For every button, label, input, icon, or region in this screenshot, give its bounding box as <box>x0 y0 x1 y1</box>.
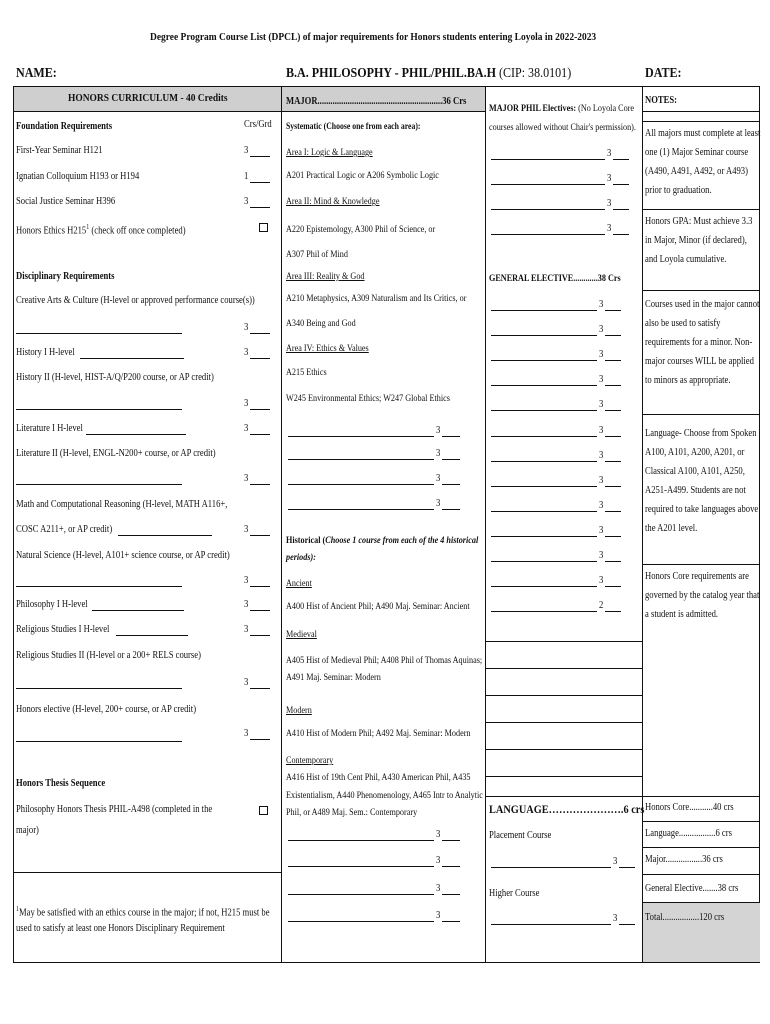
grade-blank[interactable] <box>442 894 460 895</box>
elective-blank[interactable] <box>491 310 597 311</box>
grade-blank[interactable] <box>605 335 621 336</box>
grade-blank[interactable] <box>442 840 460 841</box>
divider <box>281 86 282 963</box>
placement-course: Placement Course <box>489 830 552 841</box>
contemporary-courses-2: Existentialism, A440 Phenomenology, A465 Intr to Analytic <box>286 791 483 801</box>
elective-blank[interactable] <box>491 486 597 487</box>
date-label: DATE: <box>645 66 682 81</box>
grade-blank[interactable] <box>250 484 270 485</box>
credits: 3 <box>599 500 604 511</box>
grade-blank[interactable] <box>250 535 270 536</box>
credits: 3 <box>244 524 249 535</box>
major-course-blank[interactable] <box>288 509 434 510</box>
note-minors: Courses used in the major cannot also be used to satisfy requirements for a minor. Non-major courses WILL be applied to minors as appropriate. <box>645 299 760 386</box>
grade-blank[interactable] <box>442 509 460 510</box>
ignatian-colloquium: Ignatian Colloquium H193 or H194 <box>16 171 140 182</box>
course-blank[interactable] <box>16 586 182 587</box>
contemporary-courses-3: Phil, or A489 Maj. Sem.: Contemporary <box>286 808 418 818</box>
honors-title: HONORS CURRICULUM - 40 Credits <box>68 92 228 104</box>
grade-blank[interactable] <box>613 159 629 160</box>
history-1: History I H-level <box>16 347 75 358</box>
major-course-blank[interactable] <box>288 459 434 460</box>
major-course-blank[interactable] <box>288 866 434 867</box>
grade-blank[interactable] <box>619 867 635 868</box>
credits: 3 <box>244 423 249 434</box>
period-contemporary: Contemporary <box>286 756 334 766</box>
notes-divider <box>643 121 760 122</box>
totals-divider <box>643 796 760 797</box>
grade-blank[interactable] <box>250 409 270 410</box>
religious-studies-1: Religious Studies I H-level <box>16 624 110 635</box>
elective-blank[interactable] <box>491 184 605 185</box>
first-year-seminar: First-Year Seminar H121 <box>16 145 103 156</box>
totals-divider <box>643 847 760 848</box>
higher-course: Higher Course <box>489 888 540 899</box>
grade-blank[interactable] <box>442 436 460 437</box>
credits: 3 <box>244 575 249 586</box>
credits: 3 <box>599 475 604 486</box>
religious-studies-2: Religious Studies II (H-level or a 200+ RELS course) <box>16 650 201 661</box>
elective-blank[interactable] <box>491 586 597 587</box>
elective-blank[interactable] <box>491 209 605 210</box>
major-course-blank[interactable] <box>288 921 434 922</box>
credits: 3 <box>436 910 441 921</box>
credits: 3 <box>244 347 249 358</box>
credits: 3 <box>244 677 249 688</box>
footnote-2: used to satisfy at least one Honors Disciplinary Requirement <box>16 923 225 934</box>
grade-blank[interactable] <box>619 924 635 925</box>
notes-heading: NOTES: <box>645 95 678 106</box>
grade-blank[interactable] <box>442 921 460 922</box>
credits: 3 <box>244 145 249 156</box>
page-title: Degree Program Course List (DPCL) of major requirements for Honors students entering Loyola in 2022-2023 <box>150 31 597 43</box>
course-blank[interactable] <box>86 434 186 435</box>
thesis-course: Philosophy Honors Thesis PHIL-A498 (completed in the <box>16 804 213 815</box>
grade-blank[interactable] <box>250 182 270 183</box>
period-medieval: Medieval <box>286 630 317 640</box>
total-honors-core: Honors Core...........40 crs <box>645 802 734 813</box>
creative-arts: Creative Arts & Culture (H-level or approved performance course(s)) <box>16 295 255 306</box>
systematic-heading: Systematic (Choose one from each area): <box>286 121 421 131</box>
historical-heading: Historical (Choose 1 course from each of the 4 historical <box>286 536 479 546</box>
historical-heading-2: periods): <box>286 553 316 563</box>
divider <box>485 86 486 963</box>
area-2-courses: A220 Epistemology, A300 Phil of Science, or <box>286 225 436 235</box>
credits: 3 <box>599 425 604 436</box>
literature-1: Literature I H-level <box>16 423 83 434</box>
grade-blank[interactable] <box>605 410 621 411</box>
philosophy-1: Philosophy I H-level <box>16 599 88 610</box>
area-3: Area III: Reality & God <box>286 272 365 282</box>
elective-blank[interactable] <box>491 511 597 512</box>
language-blank[interactable] <box>491 924 611 925</box>
credits: 3 <box>607 173 612 184</box>
notes-divider <box>643 209 760 210</box>
elective-blank[interactable] <box>491 335 597 336</box>
footnote: $^1$May be satisfied with an ethics course in the major; if not, H215 must be <box>16 905 270 919</box>
course-blank[interactable] <box>92 610 184 611</box>
period-modern: Modern <box>286 706 312 716</box>
credits: 3 <box>244 322 249 333</box>
credits: 3 <box>599 450 604 461</box>
note-honors-gpa: Honors GPA: Must achieve 3.3 in Major, Minor (if declared), and Loyola cumulative. <box>645 216 753 265</box>
course-blank[interactable] <box>16 688 182 689</box>
major-phil-electives-note: courses allowed without Chair's permission). <box>489 123 636 133</box>
contemporary-courses: A416 Hist of 19th Cent Phil, A430 American Phil, A435 <box>286 773 471 783</box>
divider <box>642 86 643 963</box>
math-reasoning-2: COSC A211+, or AP credit) <box>16 524 113 535</box>
credits: 3 <box>599 349 604 360</box>
credits: 3 <box>607 148 612 159</box>
thesis-heading: Honors Thesis Sequence <box>16 778 106 789</box>
credits: 3 <box>436 883 441 894</box>
credits: 3 <box>436 498 441 509</box>
course-blank[interactable] <box>16 741 182 742</box>
grade-blank[interactable] <box>250 739 270 740</box>
notes-divider <box>643 414 760 415</box>
total-credits: Total.................120 crs <box>645 912 725 923</box>
grade-blank[interactable] <box>250 434 270 435</box>
notes-divider <box>643 564 760 565</box>
grade-blank[interactable] <box>605 310 621 311</box>
medieval-courses: A405 Hist of Medieval Phil; A408 Phil of Thomas Aquinas; <box>286 656 483 666</box>
grade-blank[interactable] <box>605 385 621 386</box>
program-code: B.A. PHILOSOPHY - PHIL/PHIL.BA.H <box>286 66 496 81</box>
grade-blank[interactable] <box>605 511 621 512</box>
grade-blank[interactable] <box>605 611 621 612</box>
note-major-seminar: All majors must complete at least one (1) Major Seminar course (A490, A491, A492, or A493) prior to graduation. <box>645 128 761 196</box>
program-cip: (CIP: 38.0101) <box>495 66 572 81</box>
thesis-checkbox[interactable] <box>259 806 268 815</box>
ruled-line <box>486 796 642 797</box>
elective-blank[interactable] <box>491 536 597 537</box>
math-reasoning: Math and Computational Reasoning (H-level, MATH A116+, <box>16 499 228 510</box>
grade-blank[interactable] <box>442 459 460 460</box>
area-2: Area II: Mind & Knowledge <box>286 197 380 207</box>
total-general-elective: General Elective.......38 crs <box>645 883 739 894</box>
grade-blank[interactable] <box>613 234 629 235</box>
grade-blank[interactable] <box>250 610 270 611</box>
course-blank[interactable] <box>16 333 182 334</box>
crs-grd-header: Crs/Grd <box>244 119 272 130</box>
area-3-courses: A210 Metaphysics, A309 Naturalism and Its Critics, or <box>286 294 467 304</box>
elective-blank[interactable] <box>491 234 605 235</box>
elective-blank[interactable] <box>491 561 597 562</box>
area-3-courses-2: A340 Being and God <box>286 319 356 329</box>
major-phil-electives: MAJOR PHIL Electives: (No Loyola Core <box>489 104 635 114</box>
area-2-courses-2: A307 Phil of Mind <box>286 250 348 260</box>
ruled-line <box>486 776 642 777</box>
elective-blank[interactable] <box>491 410 597 411</box>
total-language: Language.................6 crs <box>645 828 732 839</box>
honors-ethics: Honors Ethics $H215^1$ (check off once completed) <box>16 223 186 237</box>
area-1: Area I: Logic & Language <box>286 148 373 158</box>
credits: 3 <box>613 856 618 867</box>
total-major: Major.................36 crs <box>645 854 723 865</box>
grade-blank[interactable] <box>250 635 270 636</box>
elective-blank[interactable] <box>491 159 605 160</box>
grade-blank[interactable] <box>613 209 629 210</box>
grade-blank[interactable] <box>613 184 629 185</box>
ruled-line <box>486 668 642 669</box>
language-blank[interactable] <box>491 867 611 868</box>
credits: 3 <box>599 550 604 561</box>
credits: 3 <box>607 223 612 234</box>
credits: 3 <box>436 829 441 840</box>
credits: 3 <box>244 473 249 484</box>
note-honors-core: Honors Core requirements are governed by the catalog year that a student is admitted. <box>645 571 760 620</box>
disciplinary-heading: Disciplinary Requirements <box>16 271 115 282</box>
foundation-heading: Foundation Requirements <box>16 121 113 132</box>
grade-blank[interactable] <box>250 586 270 587</box>
footnote-divider <box>14 872 281 873</box>
literature-2: Literature II (H-level, ENGL-N200+ course, or AP credit) <box>16 448 216 459</box>
credits: 1 <box>244 171 249 182</box>
elective-blank[interactable] <box>491 385 597 386</box>
note-language: Language- Choose from Spoken A100, A101, A200, A201, or Classical A100, A101, A250, A251-A499. Students are not required to take languages above the A201 level. <box>645 428 759 534</box>
grade-blank[interactable] <box>605 486 621 487</box>
credits: 3 <box>244 728 249 739</box>
language-heading: LANGUAGE………………….6 crs <box>489 802 645 816</box>
area-1-courses: A201 Practical Logic or A206 Symbolic Logic <box>286 171 439 181</box>
major-course-blank[interactable] <box>288 436 434 437</box>
grade-blank[interactable] <box>605 360 621 361</box>
grade-blank[interactable] <box>442 866 460 867</box>
course-blank[interactable] <box>16 409 182 410</box>
credits: 3 <box>599 399 604 410</box>
ruled-line <box>486 641 642 642</box>
course-blank[interactable] <box>80 358 184 359</box>
area-4-courses-2: W245 Environmental Ethics; W247 Global Ethics <box>286 394 450 404</box>
honors-elective: Honors elective (H-level, 200+ course, or AP credit) <box>16 704 197 715</box>
ruled-line <box>486 695 642 696</box>
elective-blank[interactable] <box>491 436 597 437</box>
elective-blank[interactable] <box>491 461 597 462</box>
grade-blank[interactable] <box>605 586 621 587</box>
credits: 3 <box>436 473 441 484</box>
credits: 3 <box>599 299 604 310</box>
grade-blank[interactable] <box>250 358 270 359</box>
area-4-courses: A215 Ethics <box>286 368 327 378</box>
credits: 3 <box>607 198 612 209</box>
modern-courses: A410 Hist of Modern Phil; A492 Maj. Seminar: Modern <box>286 729 471 739</box>
totals-divider <box>643 874 760 875</box>
major-course-blank[interactable] <box>288 484 434 485</box>
credits: 3 <box>436 425 441 436</box>
credits: 3 <box>599 575 604 586</box>
area-4: Area IV: Ethics & Values <box>286 344 369 354</box>
elective-blank[interactable] <box>491 611 597 612</box>
notes-divider <box>643 290 760 291</box>
ethics-checkbox[interactable] <box>259 223 268 232</box>
credits: 3 <box>599 374 604 385</box>
natural-science: Natural Science (H-level, A101+ science course, or AP credit) <box>16 550 230 561</box>
program-title <box>286 66 571 82</box>
credits: 3 <box>244 624 249 635</box>
grade-blank[interactable] <box>605 536 621 537</box>
grade-blank[interactable] <box>605 561 621 562</box>
credits: 3 <box>244 196 249 207</box>
major-title: MAJOR..........................................................36 Crs <box>286 96 467 107</box>
credits: 3 <box>244 599 249 610</box>
major-course-blank[interactable] <box>288 840 434 841</box>
course-blank[interactable] <box>116 635 188 636</box>
ancient-courses: A400 Hist of Ancient Phil; A490 Maj. Seminar: Ancient <box>286 602 470 612</box>
history-2: History II (H-level, HIST-A/Q/P200 course, or AP credit) <box>16 372 214 383</box>
social-justice-seminar: Social Justice Seminar H396 <box>16 196 116 207</box>
course-blank[interactable] <box>118 535 212 536</box>
grade-blank[interactable] <box>605 461 621 462</box>
notes-divider <box>643 111 760 112</box>
credits: 3 <box>436 448 441 459</box>
thesis-course-2: major) <box>16 825 39 836</box>
credits: 3 <box>599 525 604 536</box>
ruled-line <box>486 749 642 750</box>
credits: 3 <box>599 324 604 335</box>
major-course-blank[interactable] <box>288 894 434 895</box>
grade-blank[interactable] <box>250 207 270 208</box>
course-blank[interactable] <box>16 484 182 485</box>
period-ancient: Ancient <box>286 579 312 589</box>
grade-blank[interactable] <box>250 333 270 334</box>
ruled-line <box>486 722 642 723</box>
grade-blank[interactable] <box>442 484 460 485</box>
general-elective-heading: GENERAL ELECTIVE............38 Crs <box>489 274 621 284</box>
medieval-courses-2: A491 Maj. Seminar: Modern <box>286 673 381 683</box>
name-label: NAME: <box>16 66 57 81</box>
grade-blank[interactable] <box>250 156 270 157</box>
credits: 3 <box>244 398 249 409</box>
credits: 2 <box>599 600 604 611</box>
grade-blank[interactable] <box>605 436 621 437</box>
elective-blank[interactable] <box>491 360 597 361</box>
grade-blank[interactable] <box>250 688 270 689</box>
credits: 3 <box>436 855 441 866</box>
totals-divider <box>643 821 760 822</box>
credits: 3 <box>613 913 618 924</box>
